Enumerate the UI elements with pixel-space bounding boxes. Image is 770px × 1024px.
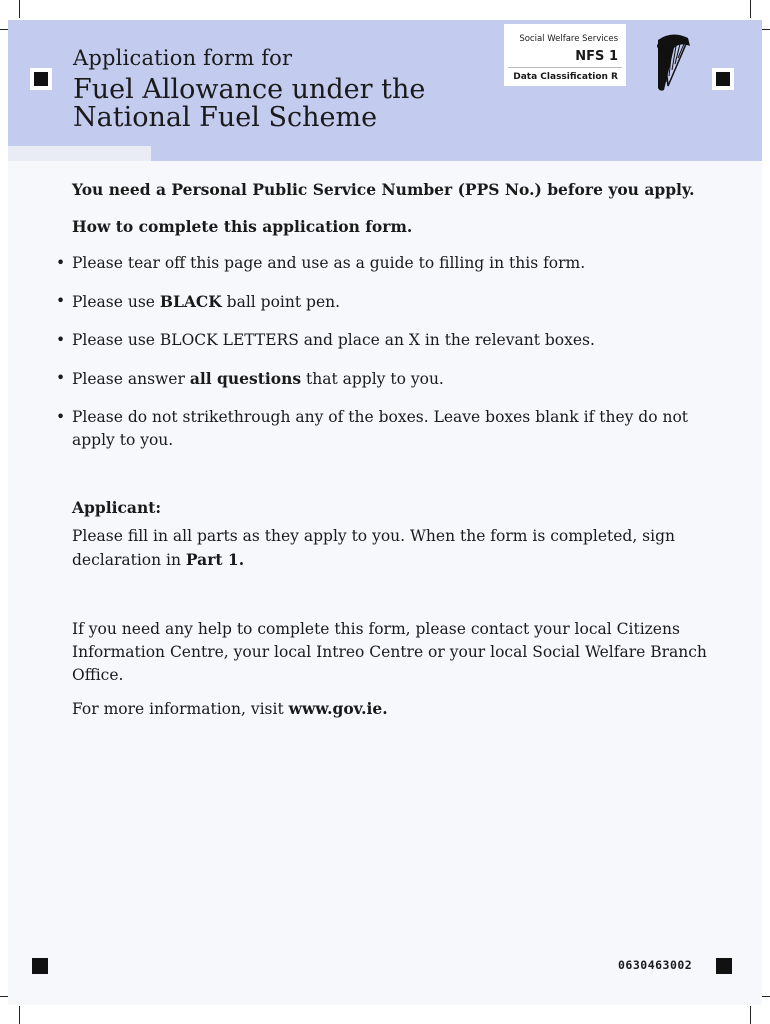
divider — [508, 67, 622, 68]
form-info-box — [504, 24, 626, 86]
instructions — [72, 178, 722, 721]
list-item: • Please do not strikethrough any of the boxes. Leave boxes blank if they do not apply to you. — [72, 406, 722, 452]
list-item: • Please answer all questions that apply to you. — [72, 367, 722, 391]
organisation-name: Social Welfare Services — [519, 34, 618, 44]
pps-requirement: You need a Personal Public Service Number (PPS No.) before you apply. — [72, 180, 695, 199]
crop-mark — [750, 0, 751, 18]
registration-mark — [716, 72, 730, 86]
form-page — [8, 20, 762, 1005]
help-text: If you need any help to complete this form, please contact your local Citizens Information Centre, your local Intreo Centre or your local Social Welfare Branch Office. — [72, 620, 707, 684]
form-title: Fuel Allowance under the National Fuel Scheme — [73, 74, 426, 133]
crop-mark — [19, 0, 20, 18]
header-stripe — [8, 146, 151, 161]
applicant-instructions: Please fill in all parts as they apply to you. When the form is completed, sign declaration in Part 1. — [72, 527, 676, 569]
header-stripe — [151, 146, 762, 161]
registration-mark — [32, 958, 48, 974]
list-item: • Please use BLOCK LETTERS and place an X in the relevant boxes. — [72, 329, 722, 352]
applicant-heading: Applicant: — [72, 498, 162, 517]
instruction-list — [72, 252, 722, 452]
list-item: • Please tear off this page and use as a guide to filling in this form. — [72, 252, 722, 275]
header-band — [8, 20, 762, 146]
data-classification: Data Classification R — [513, 72, 618, 82]
form-code: NFS 1 — [575, 49, 618, 64]
harp-emblem-icon — [650, 32, 694, 96]
how-to-heading: How to complete this application form. — [72, 217, 413, 236]
registration-mark — [34, 72, 48, 86]
list-item: • Please use BLACK ball point pen. — [72, 290, 722, 314]
crop-mark — [750, 1006, 751, 1024]
more-info: For more information, visit www.gov.ie. — [72, 699, 388, 718]
form-subtitle: Application form for — [73, 46, 293, 70]
registration-mark — [716, 958, 732, 974]
crop-mark — [19, 1006, 20, 1024]
form-barcode-number: 0630463002 — [618, 958, 693, 972]
